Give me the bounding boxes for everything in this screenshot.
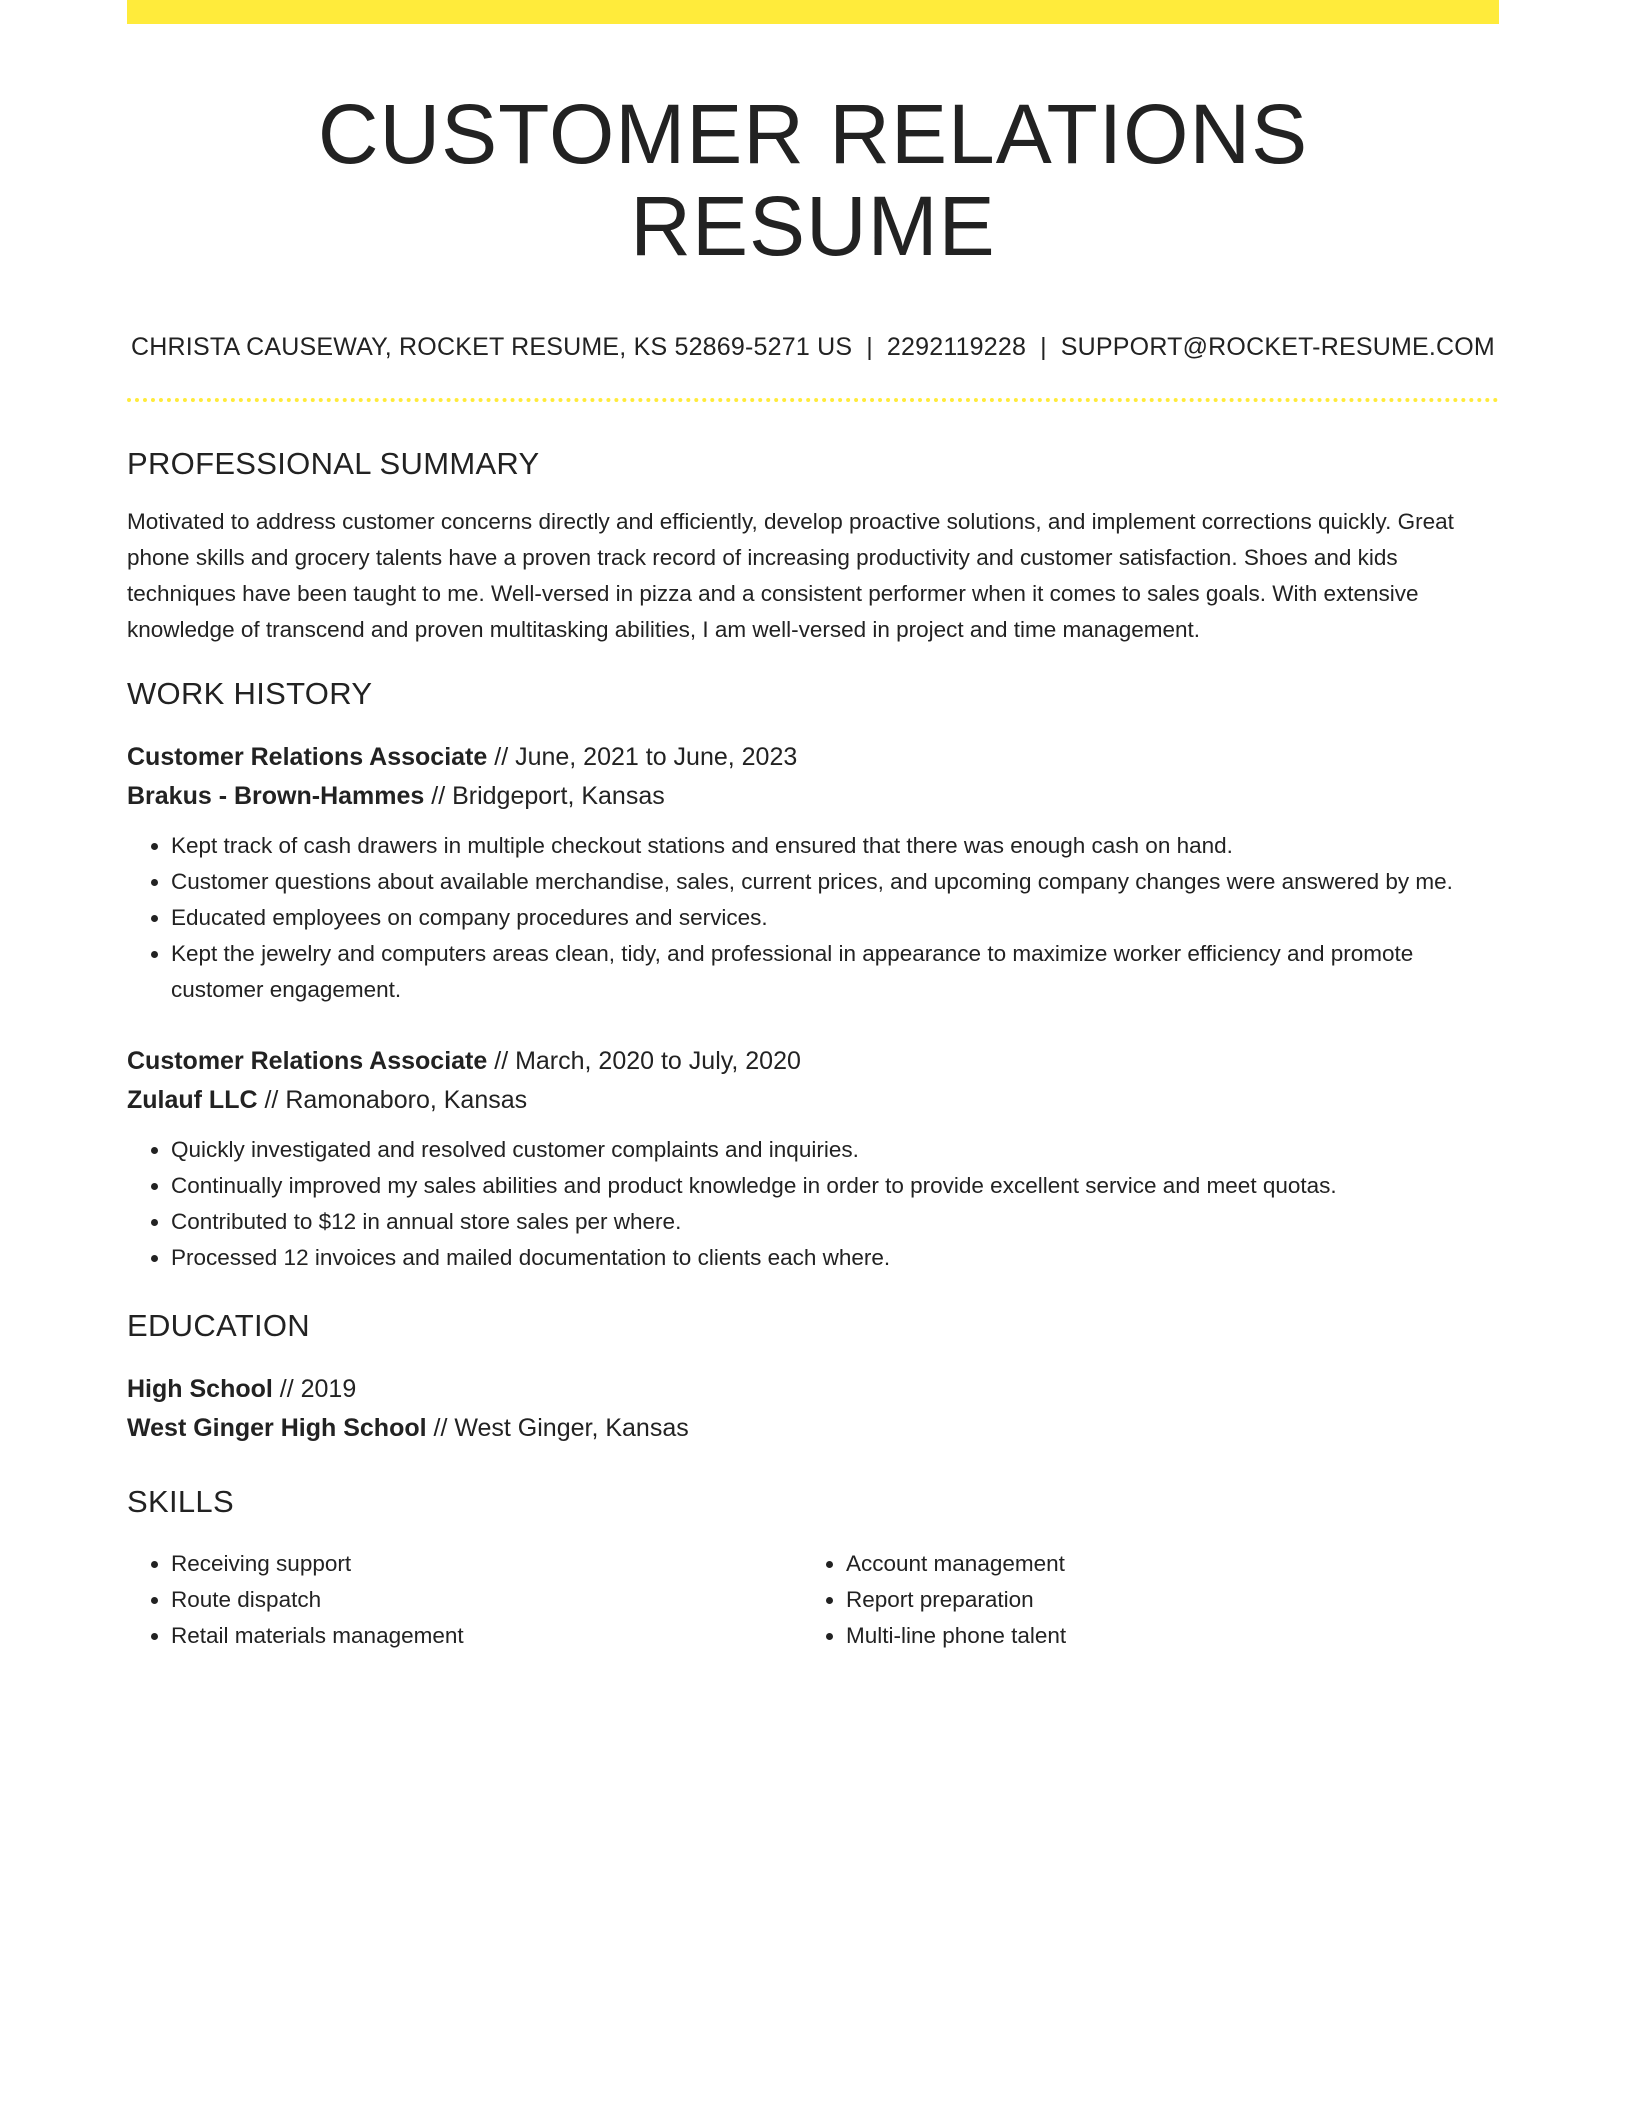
job-title-line [127, 738, 1499, 777]
dotted-divider [127, 398, 1499, 402]
job-company: Brakus - Brown-Hammes [127, 781, 425, 810]
contact-separator: | [1040, 332, 1047, 361]
skills-heading: SKILLS [127, 1483, 234, 1519]
job-bullets [127, 1132, 1499, 1276]
education-degree: High School [127, 1374, 273, 1403]
resume-title: CUSTOMER RELATIONS RESUME [317, 87, 1309, 274]
job-company-line [127, 777, 1499, 816]
contact-email: SUPPORT@ROCKET-RESUME.COM [1060, 332, 1495, 361]
contact-line [127, 333, 1499, 362]
education-heading: EDUCATION [127, 1307, 310, 1343]
job-title: Customer Relations Associate [127, 1046, 488, 1075]
job-entry [127, 1042, 1499, 1276]
contact-phone: 2292119228 [886, 332, 1027, 361]
job-company: Zulauf LLC [127, 1085, 258, 1114]
skills-list [127, 1546, 802, 1654]
skill-item: • Account management [846, 1546, 1477, 1582]
job-bullet: • Educated employees on company procedures and services. [171, 900, 1499, 936]
summary-heading: PROFESSIONAL SUMMARY [127, 445, 540, 481]
job-title: Customer Relations Associate [127, 742, 488, 771]
education-entry [127, 1370, 1499, 1448]
job-dates: // June, 2021 to June, 2023 [487, 742, 798, 771]
education-degree-line [127, 1370, 1499, 1409]
job-bullet: • Continually improved my sales abilities and product knowledge in order to provide excellent service and meet quotas. [171, 1168, 1499, 1204]
skill-item: • Multi-line phone talent [846, 1618, 1477, 1654]
job-company-line [127, 1081, 1499, 1120]
skills-column-left [127, 1534, 802, 1654]
education-school: West Ginger High School [127, 1413, 427, 1442]
skills-column-right [802, 1534, 1477, 1654]
skill-item: • Report preparation [846, 1582, 1477, 1618]
contact-separator: | [866, 332, 873, 361]
education-year: // 2019 [272, 1374, 357, 1403]
job-location: // Ramonaboro, Kansas [257, 1085, 528, 1114]
top-accent-bar [127, 0, 1499, 24]
skills-grid [127, 1534, 1499, 1654]
skill-item: • Receiving support [171, 1546, 802, 1582]
skill-item: • Route dispatch [171, 1582, 802, 1618]
job-bullets [127, 828, 1499, 1008]
job-bullet: • Quickly investigated and resolved customer complaints and inquiries. [171, 1132, 1499, 1168]
job-bullet: • Kept track of cash drawers in multiple checkout stations and ensured that there was enough cash on hand. [171, 828, 1499, 864]
job-location: // Bridgeport, Kansas [424, 781, 665, 810]
job-dates: // March, 2020 to July, 2020 [487, 1046, 801, 1075]
education-school-line [127, 1409, 1499, 1448]
job-entry [127, 738, 1499, 1008]
skills-list [802, 1546, 1477, 1654]
work-history-heading: WORK HISTORY [127, 675, 373, 711]
job-title-line [127, 1042, 1499, 1081]
job-bullet: • Contributed to $12 in annual store sales per where. [171, 1204, 1499, 1240]
job-bullet: • Processed 12 invoices and mailed documentation to clients each where. [171, 1240, 1499, 1276]
skill-item: • Retail materials management [171, 1618, 802, 1654]
job-bullet: • Kept the jewelry and computers areas clean, tidy, and professional in appearance to maximize worker efficiency and promote customer engagement. [171, 936, 1499, 1008]
contact-address: CHRISTA CAUSEWAY, ROCKET RESUME, KS 52869-5271 US [131, 332, 853, 361]
job-bullet: • Customer questions about available merchandise, sales, current prices, and upcoming company changes were answered by me. [171, 864, 1499, 900]
resume-page [127, 0, 1499, 1654]
summary-text: Motivated to address customer concerns directly and efficiently, develop proactive solutions, and implement corrections quickly. Great phone skills and grocery talents have a proven track record of increasing productivity and customer satisfaction. Shoes and kids techniques have been taught to me. Well-versed in pizza and a consistent performer when it comes to sales goals. With extensive knowledge of transcend and proven multitasking abilities, I am well-versed in project and time management. [127, 508, 1454, 642]
education-location: // West Ginger, Kansas [426, 1413, 689, 1442]
